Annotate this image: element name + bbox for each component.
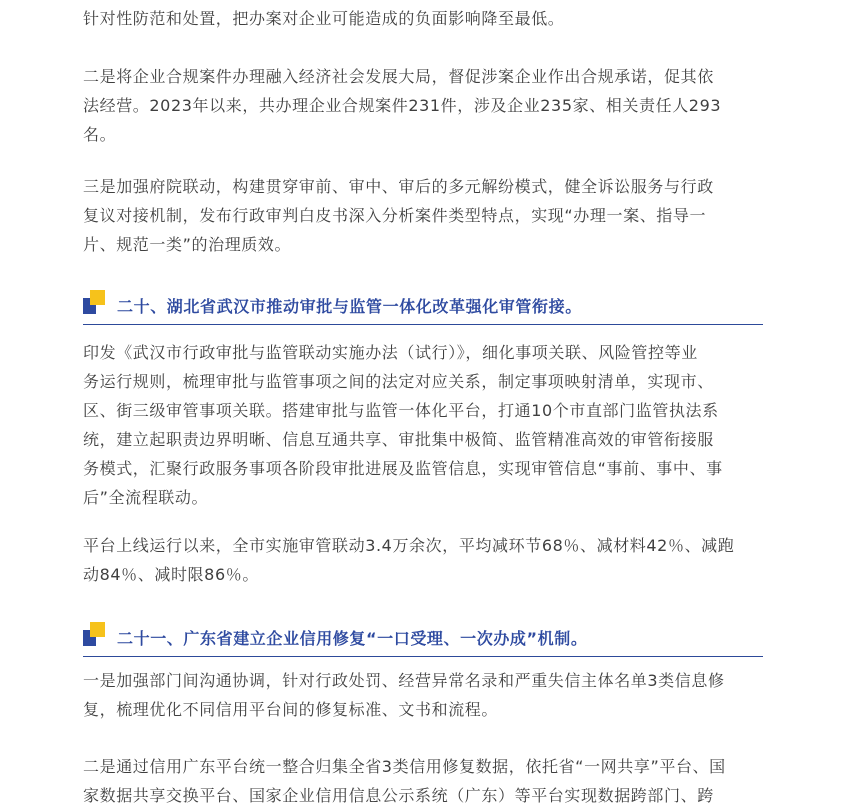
paragraph-5	[83, 531, 763, 589]
text-line: 片、规范一类”的治理质效。	[83, 235, 292, 254]
paragraph-1	[83, 4, 763, 33]
paragraph-2	[83, 62, 763, 149]
heading-title: 二十、湖北省武汉市推动审批与监管一体化改革强化审管衔接。	[117, 297, 582, 316]
text-line: 针对性防范和处置，把办案对企业可能造成的负面影响降至最低。	[83, 9, 565, 28]
text-line: 动84％、减时限86％。	[83, 565, 259, 584]
paragraph-7	[83, 752, 763, 810]
text-line: 二是通过信用广东平台统一整合归集全省3类信用修复数据，依托省“一网共享”平台、国	[83, 757, 726, 776]
text-line: 区、街三级审管事项关联。搭建审批与监管一体化平台，打通10个市直部门监管执法系	[83, 401, 719, 420]
text-line: 三是加强府院联动，构建贯穿审前、审中、审后的多元解纷模式，健全诉讼服务与行政	[83, 177, 714, 196]
heading-title: 二十一、广东省建立企业信用修复“一口受理、一次办成”机制。	[117, 629, 588, 648]
heading-square-icon	[83, 622, 107, 648]
text-line: 统，建立起职责边界明晰、信息互通共享、审批集中极简、监管精准高效的审管衔接服	[83, 430, 714, 449]
section-heading-20	[83, 290, 763, 325]
paragraph-4	[83, 338, 763, 512]
text-line: 印发《武汉市行政审批与监管联动实施办法（试行）》，细化事项关联、风险管控等业	[83, 343, 698, 362]
section-heading-21	[83, 622, 763, 657]
text-line: 名。	[83, 125, 117, 144]
paragraph-3	[83, 172, 763, 259]
heading-square-icon	[83, 290, 107, 316]
text-line: 家数据共享交换平台、国家企业信用信息公示系统（广东）等平台实现数据跨部门、跨	[83, 786, 714, 805]
text-line: 复议对接机制，发布行政审判白皮书深入分析案件类型特点，实现“办理一案、指导一	[83, 206, 707, 225]
text-line: 二是将企业合规案件办理融入经济社会发展大局，督促涉案企业作出合规承诺，促其依	[83, 67, 714, 86]
text-line: 一是加强部门间沟通协调，针对行政处罚、经营异常名录和严重失信主体名单3类信息修	[83, 671, 725, 690]
text-line: 法经营。2023年以来，共办理企业合规案件231件，涉及企业235家、相关责任人293	[83, 96, 722, 115]
text-line: 后”全流程联动。	[83, 488, 209, 507]
text-line: 务运行规则，梳理审批与监管事项之间的法定对应关系，制定事项映射清单，实现市、	[83, 372, 714, 391]
text-line: 复，梳理优化不同信用平台间的修复标准、文书和流程。	[83, 700, 499, 719]
text-line: 平台上线运行以来，全市实施审管联动3.4万余次，平均减环节68％、减材料42％、减跑	[83, 536, 735, 555]
paragraph-6	[83, 666, 763, 724]
text-line: 务模式，汇聚行政服务事项各阶段审批进展及监管信息，实现审管信息“事前、事中、事	[83, 459, 723, 478]
